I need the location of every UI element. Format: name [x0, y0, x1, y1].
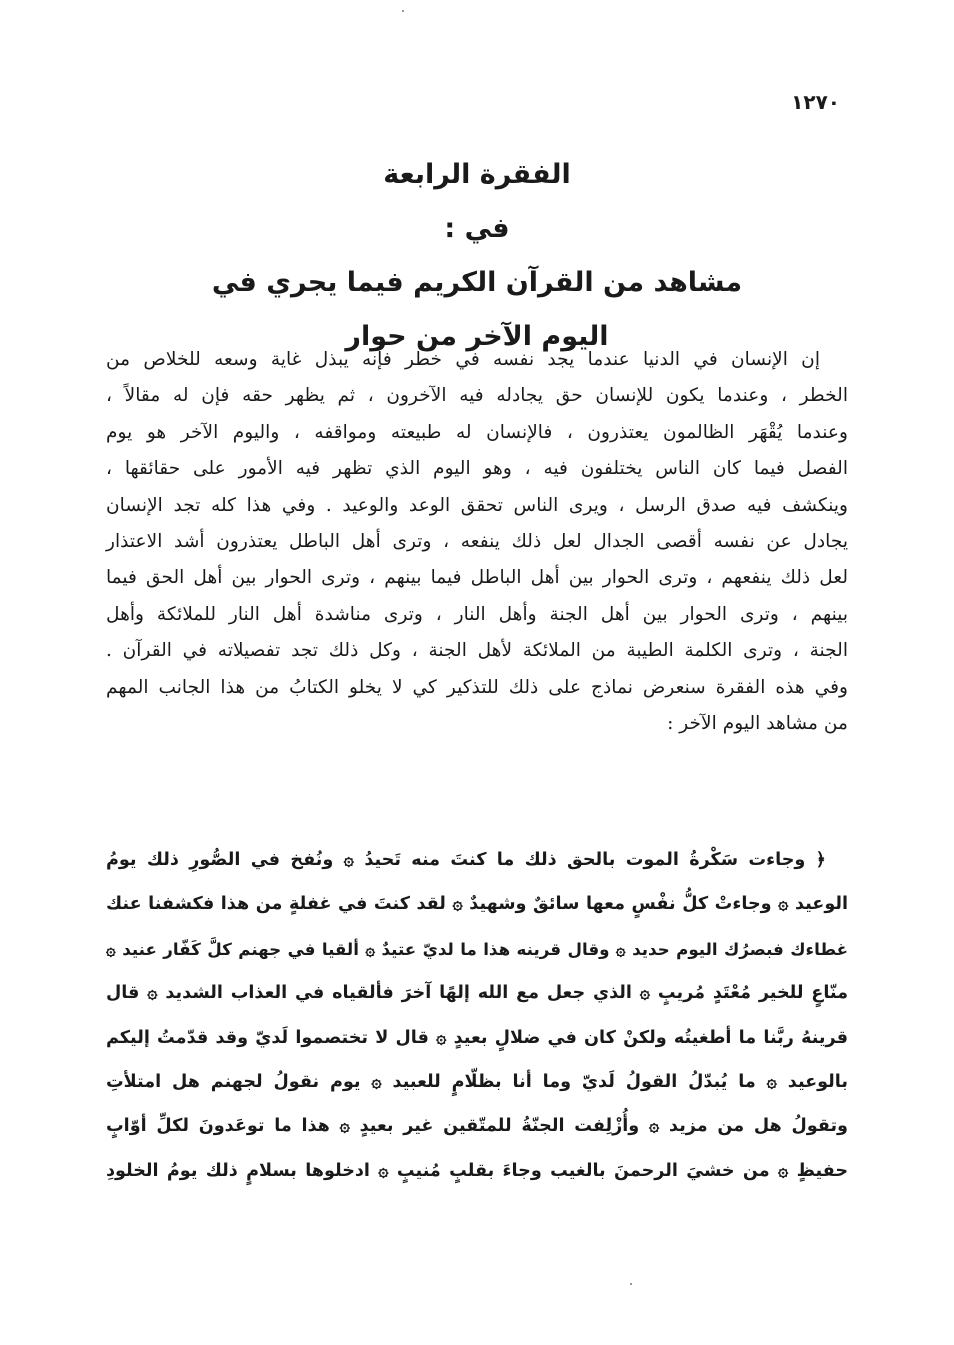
verse-line: ﴿ وجاءت سَكْرةُ الموت بالحق ذلك ما كنتَ منه تَحيدُ ۞ ونُفخ في الصُّورِ ذلك يومُ — [106, 850, 826, 870]
section-heading — [110, 148, 844, 364]
paragraph-line: الخطر ، وعندما يكون للإنسان حق يجادله فيه الآخرون ، ثم يظهر حقه فإن له مقالاً ، — [106, 385, 848, 407]
heading-line: في : — [444, 213, 510, 244]
verse-line: منّاعٍ للخير مُعْتَدٍ مُريبٍ ۞ الذي جعل مع الله إلهًا آخرَ فألقياه في العذاب الشديد ۞ قال — [106, 983, 848, 1004]
page-number: ١٢٧٠ — [791, 90, 840, 114]
verse-line: غطاءك فبصرُك اليوم حديد ۞ وقال قرينه هذا ما لديّ عتيدٌ ۞ ألقيا في جهنم كلَّ كَفّار عنيد ۞ — [106, 938, 848, 959]
intro-paragraph — [106, 342, 848, 742]
print-speck — [402, 10, 404, 12]
verse-line: قرينهُ ربَّنا ما أطغيتُه ولكنْ كان في ضلالٍ بعيدٍ ۞ قال لا تختصموا لَديّ وقد قدّمتُ إليكم — [106, 1027, 848, 1048]
paragraph-line: يجادل عن نفسه أقصى الجدال لعل ذلك ينفعه ، وترى أهل الباطل يعتذرون أشد الاعتذار — [106, 530, 848, 552]
heading-line: مشاهد من القرآن الكريم فيما يجري في — [211, 267, 743, 298]
verse-line: حفيظٍ ۞ من خشيَ الرحمنَ بالغيب وجاءَ بقلبٍ مُنيبٍ ۞ ادخلوها بسلامٍ ذلك يومُ الخلودِ — [106, 1160, 848, 1181]
paragraph-line: الفصل فيما كان الناس يختلفون فيه ، وهو اليوم الذي تظهر فيه الأمور على حقائقها ، — [106, 458, 848, 480]
heading-line: الفقرة الرابعة — [383, 159, 571, 190]
verse-line: الوعيد ۞ وجاءتْ كلُّ نفْسٍ معها سائقٌ وشهيدٌ ۞ لقد كنتَ في غفلةٍ من هذا فكشفنا عنك — [106, 894, 848, 915]
verse-line: بالوعيد ۞ ما يُبدّلُ القولُ لَديّ وما أنا بظلّامٍ للعبيد ۞ يوم نقولُ لجهنم هل امتلأتِ — [106, 1071, 848, 1092]
paragraph-line: وينكشف فيه صدق الرسل ، ويرى الناس تحقق الوعد والوعيد . وفي هذا كله تجد الإنسان — [106, 494, 848, 516]
paragraph-line: وفي هذه الفقرة سنعرض نماذج على ذلك للتذكير كي لا يخلو الكتابُ من هذا الجانب المهم — [106, 676, 848, 698]
heading-line: اليوم الآخر من حوار — [345, 321, 609, 352]
paragraph-line: وعندما يُقْهَر الظالمون يعتذرون ، فالإنسان له طبيعته ومواقفه ، واليوم الآخر هو يوم — [106, 421, 848, 443]
paragraph-line: من مشاهد اليوم الآخر : — [667, 712, 848, 734]
paragraph-line: إن الإنسان في الدنيا عندما يجد نفسه في خطر فإنه يبذل غاية وسعه للخلاص من — [106, 349, 820, 370]
quran-verses — [106, 838, 848, 1193]
paragraph-line: بينهم ، وترى الحوار بين أهل الجنة وأهل النار ، وترى مناشدة أهل النار للملائكة وأهل — [106, 603, 848, 625]
paragraph-line: لعل ذلك ينفعهم ، وترى الحوار بين أهل الباطل فيما بينهم ، وترى الحوار بين أهل الحق فيما — [106, 567, 848, 589]
print-speck — [630, 1283, 632, 1285]
paragraph-line: الجنة ، وترى الكلمة الطيبة من الملائكة لأهل الجنة ، وكل ذلك تجد تفصيلاته في القرآن . — [106, 640, 848, 662]
verse-line: وتقولُ هل من مزيد ۞ وأُزْلِفت الجنّةُ للمتّقين غير بعيدٍ ۞ هذا ما توعَدونَ لكلِّ أوّابٍ — [106, 1116, 848, 1137]
